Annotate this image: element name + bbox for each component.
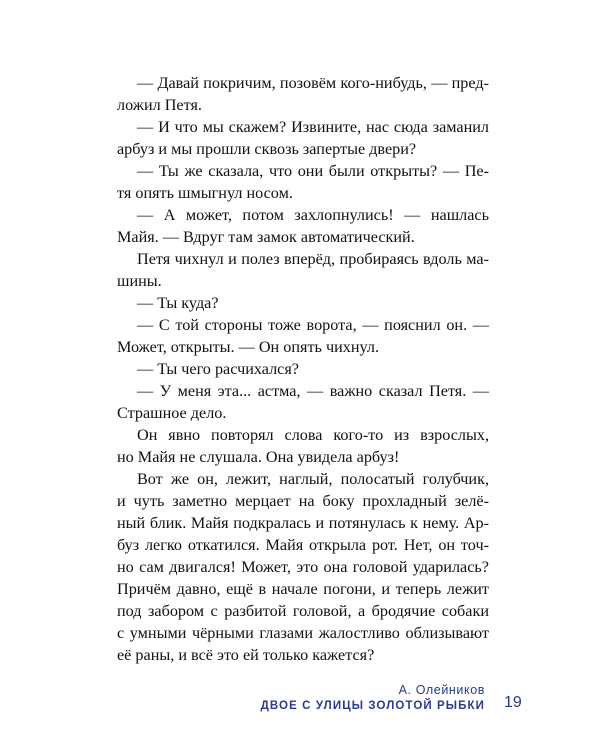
text-line: — С той стороны тоже ворота, — пояснил он. — bbox=[137, 316, 489, 334]
footer-book-title: ДВОЕ С УЛИЦЫ ЗОЛОТОЙ РЫБКИ bbox=[260, 700, 485, 712]
text-line: но Майя не слушала. Она увидела арбуз! bbox=[117, 448, 400, 466]
text-line: — У меня эта... астма, — важно сказал Петя. — bbox=[137, 382, 489, 400]
text-line: тя опять шмыгнул носом. bbox=[117, 184, 293, 202]
text-line: Причём давно, ещё в начале погони, и теперь лежит bbox=[117, 580, 489, 598]
text-line: и чуть заметно мерцает на боку прохладный зелё- bbox=[117, 492, 489, 510]
page-number: 19 bbox=[504, 694, 522, 711]
text-line: — А может, потом захлопнулись! — нашлась bbox=[137, 206, 489, 224]
text-line: Может, открыты. — Он опять чихнул. bbox=[117, 338, 380, 356]
text-line: с умными чёрными глазами жалостливо облизывают bbox=[117, 624, 489, 642]
text-line: — Давай покричим, позовём кого-нибудь, — пред- bbox=[137, 74, 489, 92]
body-text bbox=[117, 72, 489, 666]
text-line: её раны, и всё это ей только кажется? bbox=[117, 646, 375, 664]
text-line: — Ты же сказала, что они были открыты? — Пе- bbox=[137, 162, 489, 180]
text-line: Он явно повторял слова кого-то из взрослых, bbox=[137, 426, 489, 444]
text-line: Петя чихнул и полез вперёд, пробираясь вдоль ма- bbox=[137, 250, 489, 268]
text-line: ный блик. Майя подкралась и потянулась к нему. Ар- bbox=[117, 514, 489, 532]
text-line: Майя. — Вдруг там замок автоматический. bbox=[117, 228, 415, 246]
text-line: шины. bbox=[117, 272, 162, 290]
text-line: буз легко откатился. Майя открыла рот. Нет, он точ- bbox=[117, 536, 489, 554]
text-line: Вот же он, лежит, наглый, полосатый голубчик, bbox=[137, 470, 489, 488]
text-line: ложил Петя. bbox=[117, 96, 202, 114]
text-line: — Ты куда? bbox=[137, 294, 219, 312]
text-line: — Ты чего расчихался? bbox=[137, 360, 299, 378]
text-line: Страшное дело. bbox=[117, 404, 227, 422]
text-line: но сам двигался! Может, это она головой ударилась? bbox=[117, 558, 489, 576]
text-line: арбуз и мы прошли сквозь запертые двери? bbox=[117, 140, 417, 158]
text-line: под забором с разбитой головой, а бродячие собаки bbox=[117, 602, 489, 620]
footer-author: А. Олейников bbox=[398, 683, 485, 697]
text-line: — И что мы скажем? Извините, нас сюда заманил bbox=[137, 118, 489, 136]
